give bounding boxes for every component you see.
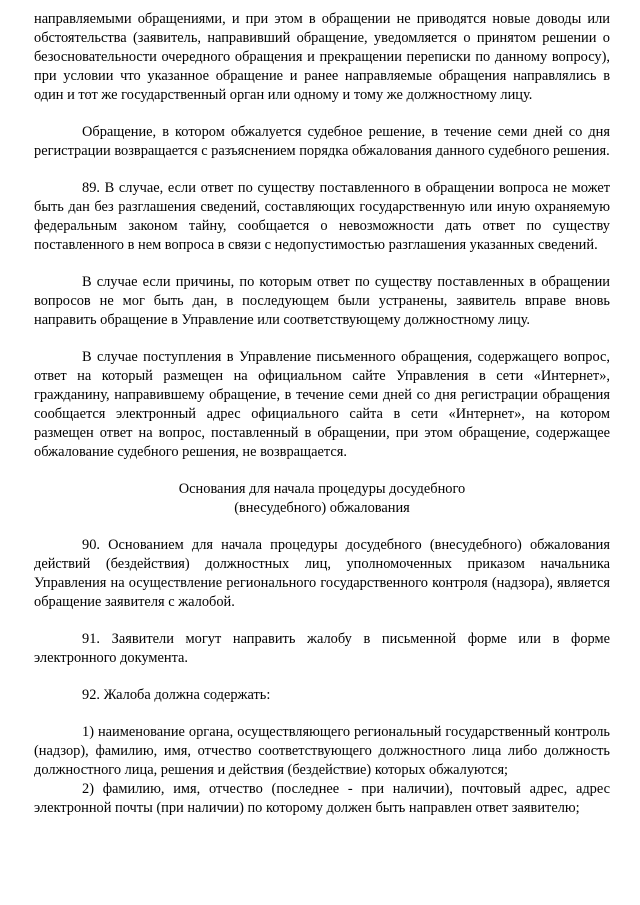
- document-page: [34, 10, 610, 818]
- paragraph-91: 91. Заявители могут направить жалобу в письменной форме или в форме электронного документа.: [34, 631, 610, 666]
- paragraph-89: 89. В случае, если ответ по существу поставленного в обращении вопроса не может быть дан без разглашения сведений, составляющих государственную или иную охраняемую федеральным законом тайну, сообщается о невозможности дать ответ по существу поставленного в нем вопроса в связи с недопустимостью разглашения указанных сведений.: [34, 180, 610, 253]
- paragraph-90: 90. Основанием для начала процедуры досудебного (внесудебного) обжалования действий (бездействия) должностных лиц, уполномоченных приказом начальника Управления на осуществление регионального государственного контроля (надзора), является обращение заявителя с жалобой.: [34, 537, 610, 610]
- section-heading-line-1: Основания для начала процедуры досудебного: [178, 481, 466, 497]
- paragraph-92: 92. Жалоба должна содержать:: [82, 687, 271, 703]
- paragraph-court-decision: Обращение, в котором обжалуется судебное решение, в течение семи дней со дня регистрации возвращается с разъяснением порядка обжалования данного судебного решения.: [34, 124, 610, 159]
- paragraph-internet-answer: В случае поступления в Управление письменного обращения, содержащего вопрос, ответ на который размещен на официальном сайте Управления в сети «Интернет», гражданину, направившему обращение, в течение семи дней со дня регистрации обращения сообщается электронный адрес официального сайта в сети «Интернет», на котором размещен ответ на вопрос, поставленный в обращении, при этом обращение, содержащее обжалование судебного решения, не возвращается.: [34, 349, 610, 460]
- list-item-2: 2) фамилию, имя, отчество (последнее - при наличии), почтовый адрес, адрес электронной почты (при наличии) по которому должен быть направлен ответ заявителю;: [34, 781, 610, 816]
- paragraph-continuation: направляемыми обращениями, и при этом в обращении не приводятся новые доводы или обстоятельства (заявитель, направивший обращение, уведомляется о принятом решении о безосновательности очередного обращения и прекращении переписки по данному вопросу), при условии что указанное обращение и ранее направляемые обращения направлялись в один и тот же государственный орган или одному и тому же должностному лицу.: [34, 11, 610, 103]
- section-heading: [34, 480, 610, 518]
- paragraph-reasons-removed: В случае если причины, по которым ответ по существу поставленных в обращении вопросов не мог быть дан, в последующем были устранены, заявитель вправе вновь направить обращение в Управление или соответствующему должностному лицу.: [34, 274, 610, 328]
- section-heading-line-2: (внесудебного) обжалования: [234, 500, 410, 516]
- list-item-1: 1) наименование органа, осуществляющего региональный государственный контроль (надзор), фамилию, имя, отчество соответствующего должностного лица либо должность должностного лица, решения и действия (бездействие) которых обжалуются;: [34, 724, 610, 778]
